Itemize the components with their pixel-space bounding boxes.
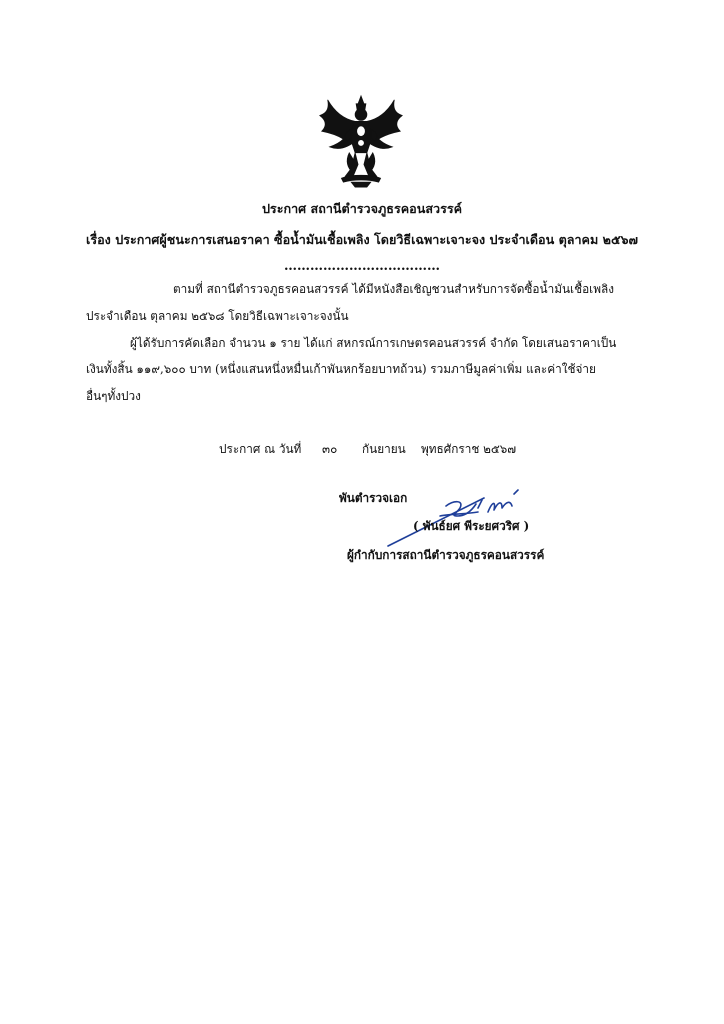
- para2-line1: ผู้ได้รับการคัดเลือก จำนวน ๑ ราย ได้แก่ สหกรณ์การเกษตรคอนสวรรค์ จำกัด โดยเสนอราคาเป็น: [130, 336, 617, 350]
- signer-name: ( พันธ์ยศ พีระยศวริศ ): [413, 519, 530, 533]
- para1-line1: ตามที่ สถานีตำรวจภูธรคอนสวรรค์ ได้มีหนังสือเชิญชวนสำหรับการจัดซื้อน้ำมันเชื้อเพลิง: [173, 282, 614, 296]
- date-year: พุทธศักราช ๒๕๖๗: [421, 442, 517, 456]
- para2-line3: อื่นๆทั้งปวง: [86, 389, 141, 403]
- separator-dots: ………………………………: [284, 259, 440, 274]
- garuda-emblem-icon: [312, 92, 410, 190]
- announcement-subject: เรื่อง ประกาศผู้ชนะการเสนอราคา ซื้อน้ำมันเชื้อเพลิง โดยวิธีเฉพาะเจาะจง ประจำเดือน ตุลาคม ๒๕๖๗: [86, 232, 638, 247]
- date-day: ๓๐: [322, 442, 338, 456]
- date-month: กันยายน: [362, 442, 406, 456]
- date-prefix: ประกาศ ณ วันที่: [219, 442, 302, 456]
- signer-rank: พันตำรวจเอก: [339, 491, 408, 505]
- para2-line2: เงินทั้งสิ้น ๑๑๙,๖๐๐ บาท (หนึ่งแสนหนึ่งหมื่นเก้าพันหกร้อยบาทถ้วน) รวมภาษีมูลค่าเพิ่ม และค่าใช้จ่าย: [86, 362, 596, 376]
- para1-line2: ประจำเดือน ตุลาคม ๒๕๖๘ โดยวิธีเฉพาะเจาะจงนั้น: [86, 309, 349, 323]
- announcement-title: ประกาศ สถานีตำรวจภูธรคอนสวรรค์: [261, 201, 463, 216]
- signer-position: ผู้กำกับการสถานีตำรวจภูธรคอนสวรรค์: [347, 548, 545, 562]
